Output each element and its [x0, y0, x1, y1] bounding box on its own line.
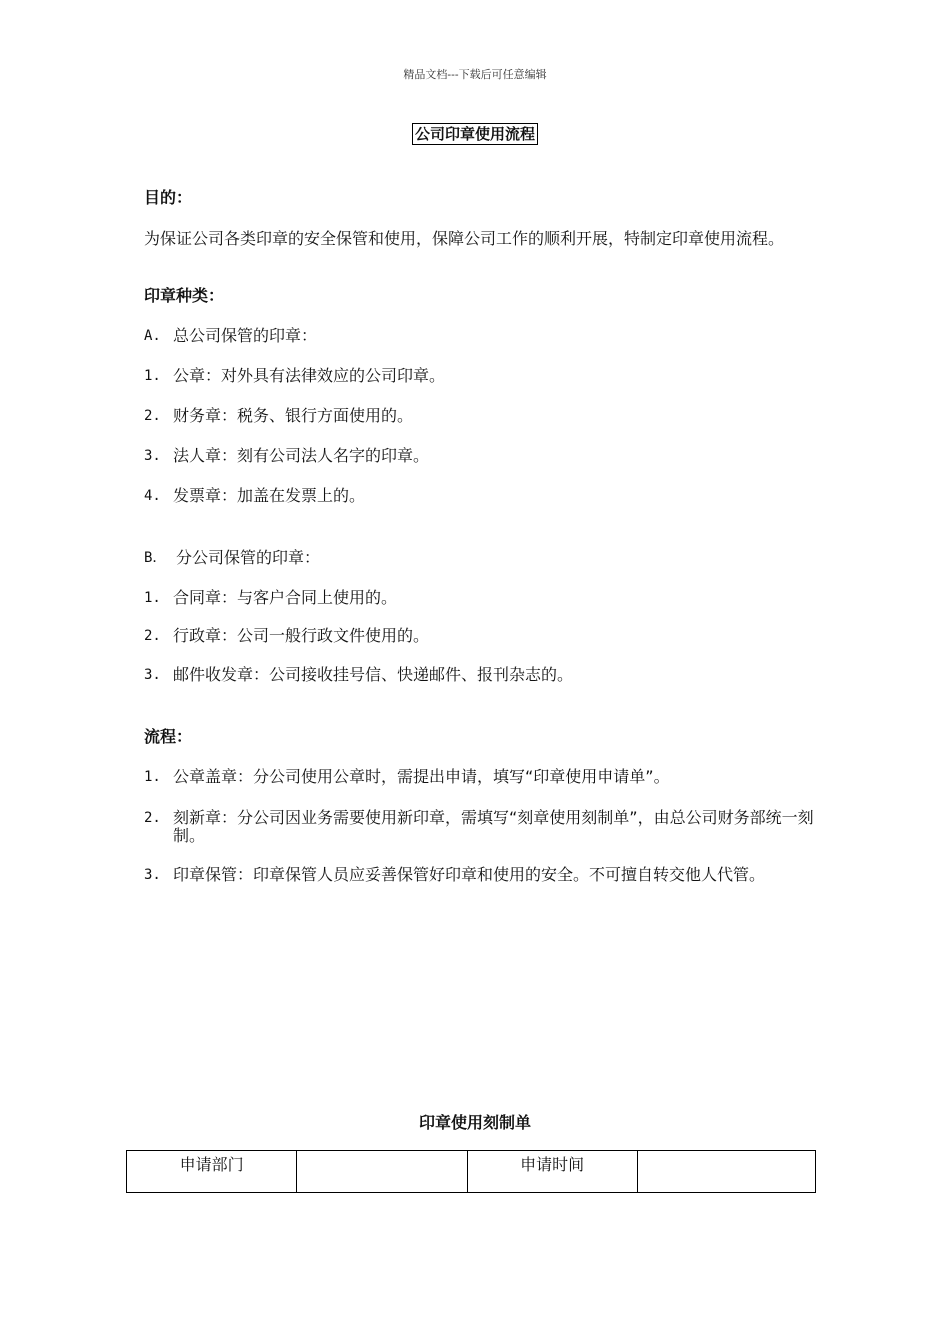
group-a-text: 总公司保管的印章： — [173, 326, 318, 345]
list-text: 合同章：与客户合同上使用的。 — [173, 588, 398, 607]
purpose-heading: 目的： — [144, 188, 193, 207]
list-number: 2. — [144, 810, 161, 826]
purpose-text: 为保证公司各类印章的安全保管和使用，保障公司工作的顺利开展，特制定印章使用流程。 — [144, 229, 785, 248]
document-title: 公司印章使用流程 — [412, 123, 538, 145]
list-text: 财务章：税务、银行方面使用的。 — [173, 406, 414, 425]
group-b-label: B． — [144, 550, 167, 566]
table-cell-input[interactable] — [297, 1151, 467, 1193]
table-cell-label: 申请时间 — [467, 1151, 637, 1193]
table-row — [127, 1151, 816, 1193]
list-item — [144, 627, 814, 645]
list-item — [144, 447, 814, 465]
list-number: 3. — [144, 867, 161, 883]
types-heading: 印章种类： — [144, 286, 225, 305]
form-title: 印章使用刻制单 — [418, 1113, 531, 1132]
list-text: 公章：对外具有法律效应的公司印章。 — [173, 366, 446, 385]
list-number: 2. — [144, 628, 161, 644]
group-b-text: 分公司保管的印章： — [176, 548, 321, 567]
list-text: 公章盖章：分公司使用公章时，需提出申请，填写“印章使用申请单”。 — [173, 767, 670, 786]
list-text: 发票章：加盖在发票上的。 — [173, 486, 366, 505]
group-a-title — [144, 327, 814, 345]
table-cell-label: 申请部门 — [127, 1151, 297, 1193]
list-item — [144, 407, 814, 425]
list-item — [144, 367, 814, 385]
table-cell-input[interactable] — [637, 1151, 815, 1193]
list-text: 邮件收发章：公司接收挂号信、快递邮件、报刊杂志的。 — [173, 665, 574, 684]
list-text: 法人章：刻有公司法人名字的印章。 — [173, 446, 430, 465]
list-number: 3. — [144, 667, 161, 683]
list-text: 印章保管：印章保管人员应妥善保管好印章和使用的安全。不可擅自转交他人代管。 — [173, 865, 766, 884]
list-item — [144, 666, 814, 684]
application-form-table — [126, 1150, 816, 1193]
process-heading: 流程： — [144, 727, 193, 746]
list-text: 刻新章：分公司因业务需要使用新印章，需填写“刻章使用刻制单”，由总公司财务部统一刻制。 — [173, 808, 814, 845]
list-item — [144, 809, 814, 845]
group-a-label: A. — [144, 328, 161, 344]
list-number: 1. — [144, 769, 161, 785]
header-note: 精品文档---下载后可任意编辑 — [403, 68, 547, 81]
list-number: 3. — [144, 448, 161, 464]
list-number: 1. — [144, 590, 161, 606]
list-item — [144, 589, 814, 607]
list-number: 4. — [144, 488, 161, 504]
list-item — [144, 487, 814, 505]
list-number: 1. — [144, 368, 161, 384]
list-item — [144, 866, 814, 884]
list-item — [144, 768, 814, 786]
list-number: 2. — [144, 408, 161, 424]
document-title-wrapper — [0, 123, 950, 145]
list-text: 行政章：公司一般行政文件使用的。 — [173, 626, 430, 645]
group-b-title — [144, 549, 814, 567]
